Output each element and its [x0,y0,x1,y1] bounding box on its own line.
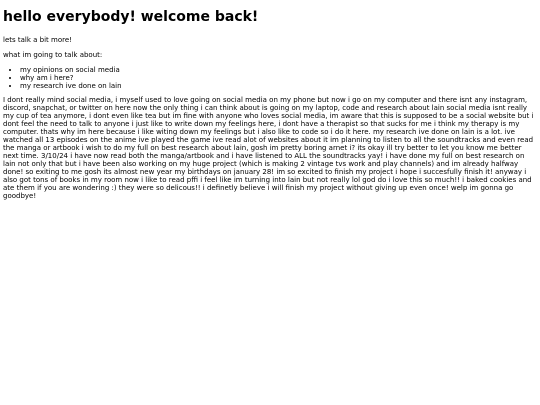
body-paragraph: I dont really mind social media, i myself used to love going on social media on my phone but now i go on my computer and there isnt any instagram, discord, snapchat, or twitter on here now the only thing i can think about is going on my laptop, code and research about lain social media isnt really my cup of tea anymore, i dont even like tea but im fine with anyone who loves social media, im aware that this is supposed to be a social website but i dont feel the need to talk to anyone i just like to write down my feelings here, i dont have a therapist so that sucks for me i think my therapy is my computer. thats why im here because i like witing down my feelings but i also like to code so i do it here. my research ive done on lain is a lot. ive watched all 13 episodes on the anime ive played the game ive read alot of websites about it im planning to listen to all the soundtracks and even read the manga or artbook i wish to do my full on best research about lain, gosh im pretty boring arnet i? its okay ill try better to let you know me better next time. 3/10/24 i have now read both the manga/artbook and i have listened to ALL the soundtracks yay! i have done my full on best research on lain not only that but i have been also working on my huge project (which is making 2 vintage tvs work and play channels) and im already halfway done! so exiting to me gosh its almost new year my birthdays on january 28! im so excited to finish my project i hope i succesfully finish it! anyway i also got tons of books in my room now i like to read pffi i feel like im turning into lain but not really lol god do i love this so much!! i baked cookies and ate them if you are wondering :) they were so delicous!! i definetly believe i will finish my project without giving up even once! welp im gonna go goodbye! [3,96,534,200]
list-item: • my research ive done on lain [20,82,537,90]
list-intro-text: what im going to talk about: [3,51,103,59]
list-item: • my opinions on social media [20,66,537,74]
page-title: hello everybody! welcome back! [3,9,259,25]
topics-list [3,66,537,90]
page [0,0,540,200]
list-item: • why am i here? [20,74,537,82]
intro-text: lets talk a bit more! [3,36,72,44]
